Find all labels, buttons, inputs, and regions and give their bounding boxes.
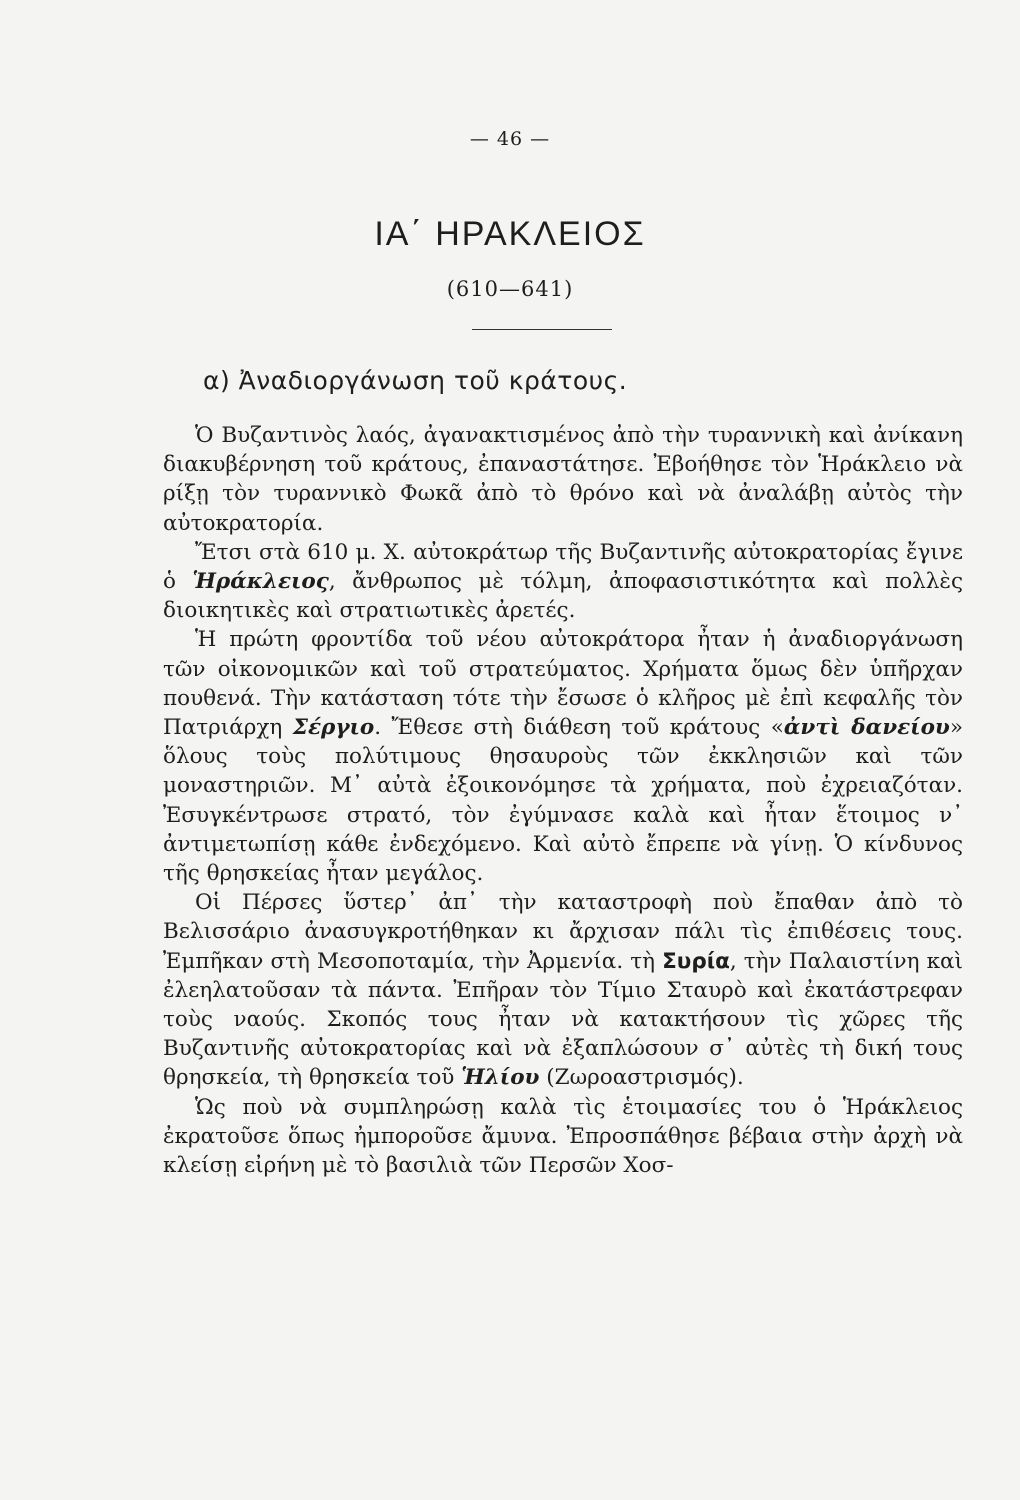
paragraph-1: Ὁ Βυζαντινὸς λαός, ἀγανακτισμένος ἀπὸ τὴν τυραννικὴ καὶ ἀνίκανη διακυβέρνηση τοῦ κράτους, ἐπαναστάτησε. Ἐβοήθησε τὸν Ἡράκλειο νὰ ρίξῃ τὸν τυραννικὸ Φωκᾶ ἀπὸ τὸ θρόνο καὶ νὰ ἀναλάβῃ αὐτὸς τὴν αὐτοκρατορία. (163, 423, 963, 536)
sun-religion-term: Ἡλίου (461, 1065, 540, 1091)
paragraph-4-text-c: (Ζωροαστρισμός). (539, 1065, 744, 1091)
chapter-years: (610—641) (446, 277, 574, 301)
section-heading: α) Ἀναδιοργάνωση τοῦ κράτους. (203, 366, 628, 395)
paragraph-4-text-a: Οἱ Πέρσες ὕστερ᾿ ἀπ᾿ τὴν καταστροφὴ ποὺ ἔπαθαν ἀπὸ τὸ Βελισσάριο ἀνασυγκροτήθηκαν κι ἄρχισαν πάλι τὶς ἐπιθέσεις τους. Ἐμπῆκαν στὴ Μεσοποταμία, τὴν Ἀρμενία. τὴ (163, 890, 963, 974)
paragraph-3-text-a: Ἡ πρώτη φροντίδα τοῦ νέου αὐτοκράτορα ἦταν ἡ ἀναδιοργάνωση τῶν οἰκονομικῶν καὶ τοῦ στρατεύματος. Χρήματα ὅμως δὲν ὑπῆρχαν πουθενά. Τὴν κατάσταση τότε τὴν ἔσωσε ὁ κλῆρος μὲ ἐπὶ κεφαλῆς τὸν Πατριάρχη (163, 627, 963, 741)
paragraph-4-text-b: , τὴν Παλαιστίνη καὶ ἐλεηλατοῦσαν τὰ πάντα. Ἐπῆραν τὸν Τίμιο Σταυρὸ καὶ ἐκατάστρεφαν τοὺς ναούς. Σκοπός τους ἦταν νὰ κατακτήσουν τὶς χῶρες τῆς Βυζαντινῆς αὐτοκρατορίας καὶ νὰ ἐξαπλώσουν σ᾿ αὐτὲς τὴ δική τους θρησκεία, τὴ θρησκεία τοῦ (163, 948, 963, 1091)
paragraph-3-text-b: . Ἔθεσε στὴ διάθεση τοῦ κράτους « (374, 715, 784, 741)
paragraph-2 (163, 538, 963, 626)
paragraph-3-text-c: » ὅλους τοὺς πολύτιμους θησαυροὺς τῶν ἐκκλησιῶν καὶ τῶν μοναστηριῶν. Μ᾿ αὐτὰ ἐξοικονόμησε τὰ χρήματα, ποὺ ἐχρειαζόταν. Ἐσυγκέντρωσε στρατό, τὸν ἐγύμνασε καλὰ καὶ ἦταν ἕτοιμος ν᾿ ἀντιμετωπίσῃ κάθε ἐνδεχόμενο. Καὶ αὐτὸ ἔπρεπε νὰ γίνῃ. Ὁ κίνδυνος τῆς θρησκείας ἦταν μεγάλος. (163, 715, 964, 887)
paragraph-4 (163, 888, 963, 1092)
paragraph-2-text-b: , ἄνθρωπος μὲ τόλμη, ἀποφασιστικότητα καὶ πολλὲς διοικητικὲς καὶ στρατιωτικὲς ἀρετές. (163, 569, 963, 624)
paragraph-5: Ὡς ποὺ νὰ συμπληρώσῃ καλὰ τὶς ἑτοιμασίες του ὁ Ἡράκλειος ἐκρατοῦσε ὅπως ἠμποροῦσε ἄμυνα. Ἐπροσπάθησε βέβαια στὴν ἀρχὴ νὰ κλείσῃ εἰρήνη μὲ τὸ βασιλιὰ τῶν Περσῶν Χοσ- (163, 1094, 963, 1179)
paragraph-3 (163, 625, 963, 888)
emperor-name: Ἡράκλειος (192, 569, 329, 595)
chapter-title: ΙΑ΄ ΗΡΑΚΛΕΙΟΣ (374, 215, 646, 253)
loan-phrase: ἀντὶ δανείου (783, 715, 950, 741)
title-divider (472, 329, 612, 330)
paragraph-2-text-a: Ἔτσι στὰ 610 μ. Χ. αὐτοκράτωρ τῆς Βυζαντινῆς αὐτοκρατορίας ἔγινε ὁ (163, 539, 963, 595)
patriarch-name: Σέργιο (292, 715, 375, 741)
body-text (163, 421, 963, 1180)
page-number: — 46 — (469, 128, 551, 150)
syria-term: Συρία (662, 948, 730, 974)
